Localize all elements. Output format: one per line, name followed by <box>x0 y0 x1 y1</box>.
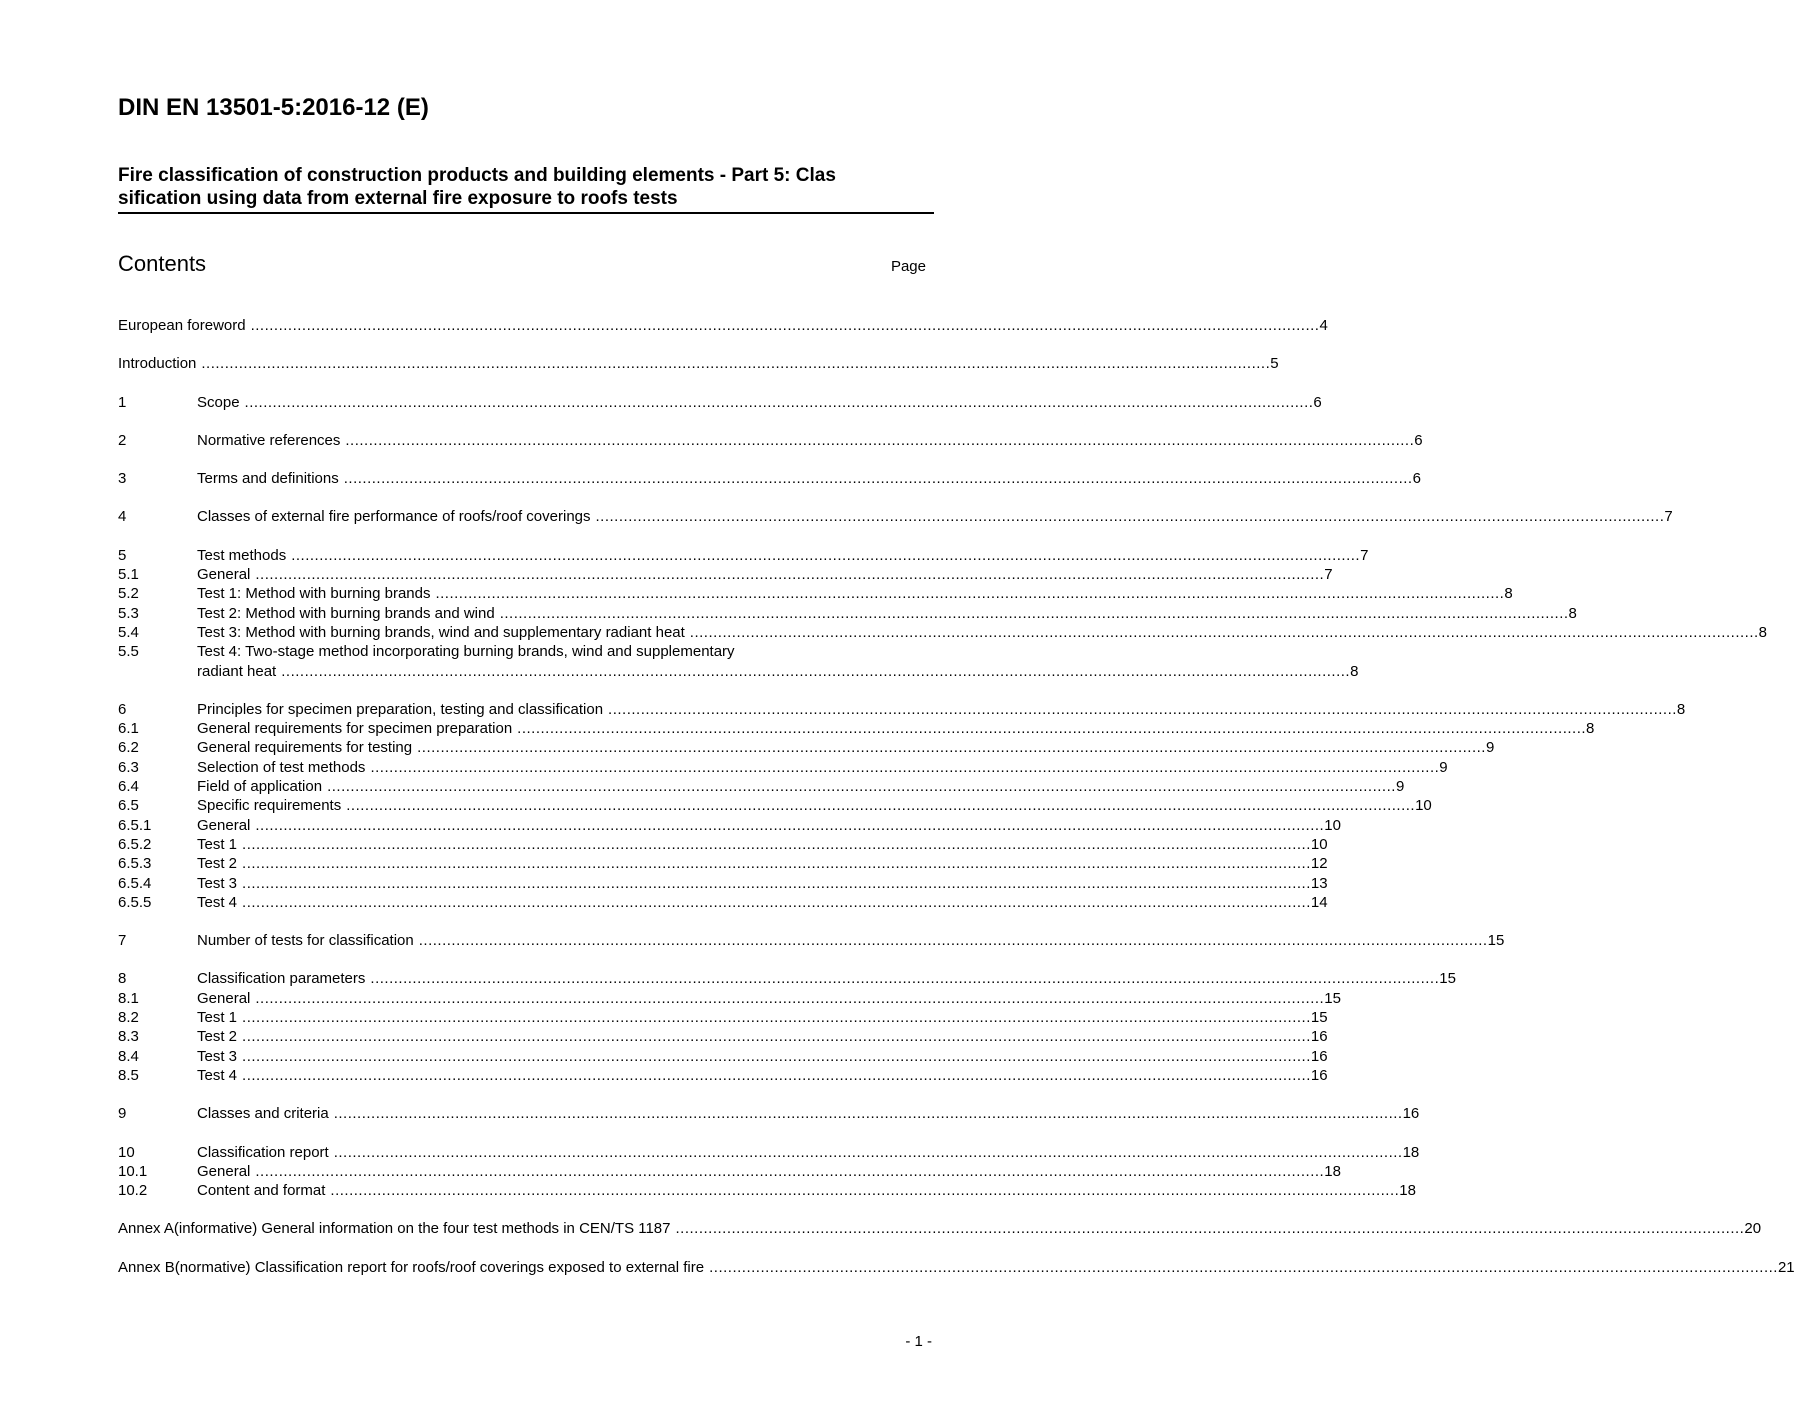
toc-leader-dots <box>281 662 1350 681</box>
toc-entry-number: 10.2 <box>118 1182 148 1200</box>
toc-leader-dots <box>291 546 1360 565</box>
toc-entry-title: General requirements for testing <box>197 739 413 757</box>
toc-entry-page: 8 <box>1568 604 1577 622</box>
toc-entry-annex-a[interactable] <box>118 1219 1762 1238</box>
toc-entry-number: 2 <box>118 431 127 449</box>
toc-entry-title: Selection of test methods <box>197 758 366 776</box>
table-of-contents <box>118 316 1795 1277</box>
toc-leader-dots <box>334 1104 1403 1123</box>
toc-entry-page: 15 <box>1439 970 1456 988</box>
toc-entry-5-1[interactable] <box>118 565 1333 584</box>
toc-entry-page: 9 <box>1395 778 1405 796</box>
toc-entry-number: 6.5.5 <box>118 893 152 911</box>
toc-leader-dots <box>201 354 1270 373</box>
toc-leader-dots <box>330 1181 1399 1200</box>
toc-entry-6-5-5[interactable] <box>118 893 1328 912</box>
toc-entry-6-5-2[interactable] <box>118 835 1328 854</box>
toc-entry-6[interactable] <box>118 700 1686 719</box>
toc-entry-page: 18 <box>1402 1143 1420 1161</box>
toc-leader-dots <box>242 1066 1311 1085</box>
subtitle-line: Fire classification of construction products and building elements - Part 5: Clas <box>118 165 836 186</box>
toc-entry-title: Field of application <box>197 778 323 796</box>
toc-entry-10[interactable] <box>118 1143 1420 1162</box>
toc-entry-6-4[interactable] <box>118 777 1405 796</box>
toc-entry-title: General <box>197 1162 251 1180</box>
toc-leader-dots <box>709 1258 1778 1277</box>
toc-entry-number: 1 <box>118 393 127 411</box>
toc-entry-8-4[interactable] <box>118 1047 1328 1066</box>
toc-entry-title-continued: radiant heat <box>197 662 277 680</box>
toc-entry-page: 16 <box>1310 1047 1328 1065</box>
toc-entry-5-5[interactable] <box>118 642 1359 681</box>
toc-leader-dots <box>242 893 1311 912</box>
toc-entry-10-2[interactable] <box>118 1181 1416 1200</box>
toc-entry-number: 5 <box>118 546 127 564</box>
toc-entry-title: Annex A(informative) General information on the four test methods in CEN/TS 1187 <box>118 1220 671 1238</box>
toc-entry-title: Number of tests for classification <box>197 932 414 950</box>
toc-entry-page: 16 <box>1310 1028 1328 1046</box>
toc-entry-6-5-1[interactable] <box>118 816 1341 835</box>
toc-entry-page: 8 <box>1350 662 1359 680</box>
toc-entry-title: Test 1 <box>197 835 238 853</box>
toc-entry-page: 21 <box>1777 1258 1795 1276</box>
toc-entry-number: 5.3 <box>118 604 139 622</box>
toc-entry-number: 6.3 <box>118 758 139 776</box>
toc-entry-5-2[interactable] <box>118 584 1513 603</box>
toc-entry-page: 16 <box>1310 1066 1328 1084</box>
toc-entry-title: General <box>197 989 251 1007</box>
toc-entry-number: 6.5.3 <box>118 855 152 873</box>
toc-leader-dots <box>346 796 1415 815</box>
toc-leader-dots <box>435 584 1504 603</box>
toc-leader-dots <box>242 874 1311 893</box>
toc-entry-6-2[interactable] <box>118 738 1495 757</box>
contents-heading: Contents <box>118 251 207 276</box>
toc-entry-page: 18 <box>1324 1162 1341 1180</box>
toc-entry-european-foreword[interactable] <box>118 316 1328 335</box>
toc-entry-title: Test 2: Method with burning brands and wind <box>197 604 495 622</box>
toc-entry-number: 4 <box>118 508 127 526</box>
toc-entry-7[interactable] <box>118 931 1505 950</box>
toc-entry-number: 5.5 <box>118 643 139 661</box>
toc-leader-dots <box>334 1143 1403 1162</box>
toc-entry-page: 10 <box>1415 797 1432 815</box>
toc-entry-page: 6 <box>1414 431 1423 449</box>
toc-leader-dots <box>255 565 1324 584</box>
toc-leader-dots <box>676 1219 1745 1238</box>
toc-entry-annex-b[interactable] <box>118 1258 1795 1277</box>
toc-entry-number: 8.5 <box>118 1066 139 1084</box>
toc-entry-number: 5.1 <box>118 566 139 584</box>
toc-leader-dots <box>500 604 1569 623</box>
toc-entry-page: 10 <box>1310 835 1328 853</box>
toc-entry-title: Test 4: Two-stage method incorporating burning brands, wind and supplementary <box>197 643 735 661</box>
toc-entry-4[interactable] <box>118 507 1673 526</box>
toc-leader-dots <box>242 835 1311 854</box>
toc-entry-number: 6.1 <box>118 720 139 738</box>
toc-entry-page: 7 <box>1324 566 1333 584</box>
toc-leader-dots <box>255 816 1324 835</box>
toc-entry-6-1[interactable] <box>118 719 1595 738</box>
toc-entry-5-4[interactable] <box>118 623 1767 642</box>
toc-leader-dots <box>255 1162 1324 1181</box>
toc-entry-title: Classification report <box>197 1143 329 1161</box>
toc-entry-title: Test 2 <box>197 1028 238 1046</box>
toc-entry-9[interactable] <box>118 1104 1420 1123</box>
toc-entry-title: Test 4 <box>197 893 238 911</box>
toc-entry-8-2[interactable] <box>118 1008 1328 1027</box>
toc-entry-page: 15 <box>1487 932 1505 950</box>
toc-leader-dots <box>245 393 1314 412</box>
toc-entry-title: Normative references <box>197 431 341 449</box>
toc-entry-6-5-4[interactable] <box>118 874 1328 893</box>
toc-entry-8-5[interactable] <box>118 1066 1328 1085</box>
toc-entry-page: 5 <box>1270 355 1279 373</box>
toc-entry-number: 10 <box>118 1143 135 1161</box>
toc-entry-page: 15 <box>1324 989 1341 1007</box>
toc-entry-10-1[interactable] <box>118 1162 1341 1181</box>
toc-leader-dots <box>596 507 1665 526</box>
toc-entry-number: 3 <box>118 470 127 488</box>
toc-entry-title: Classes and criteria <box>197 1105 329 1123</box>
toc-leader-dots <box>419 931 1488 950</box>
toc-entry-introduction[interactable] <box>118 354 1279 373</box>
toc-entry-1[interactable] <box>118 393 1322 412</box>
toc-leader-dots <box>608 700 1677 719</box>
toc-entry-title: Content and format <box>197 1182 326 1200</box>
toc-entry-number: 5.2 <box>118 585 139 603</box>
toc-entry-number: 10.1 <box>118 1162 148 1180</box>
toc-entry-page: 12 <box>1310 855 1328 873</box>
toc-entry-title: Test 4 <box>197 1066 238 1084</box>
toc-entry-8-1[interactable] <box>118 989 1341 1008</box>
toc-entry-page: 6 <box>1412 470 1421 488</box>
toc-leader-dots <box>344 469 1413 488</box>
toc-entry-title: General <box>197 816 251 834</box>
toc-entry-page: 4 <box>1319 317 1328 334</box>
toc-entry-page: 7 <box>1664 508 1673 526</box>
toc-entry-page: 8 <box>1676 700 1686 718</box>
toc-entry-number: 8.1 <box>118 989 139 1007</box>
toc-entry-6-5-3[interactable] <box>118 854 1328 873</box>
toc-entry-page: 8 <box>1504 585 1513 603</box>
toc-entry-title: Scope <box>197 393 240 411</box>
toc-leader-dots <box>242 1008 1311 1027</box>
toc-entry-8[interactable] <box>118 969 1456 988</box>
toc-entry-page: 9 <box>1439 758 1448 776</box>
toc-entry-title: General <box>197 566 251 584</box>
toc-entry-page: 18 <box>1399 1182 1416 1200</box>
toc-entry-title: Terms and definitions <box>197 470 339 488</box>
toc-entry-title: Test 1 <box>197 1009 238 1027</box>
toc-entry-number: 6.2 <box>118 739 139 757</box>
toc-entry-title: Specific requirements <box>197 797 342 815</box>
toc-entry-title: Classes of external fire performance of roofs/roof coverings <box>197 508 591 526</box>
toc-entry-title: European foreword <box>118 317 246 334</box>
toc-entry-page: 13 <box>1310 874 1328 892</box>
toc-entry-page: 16 <box>1402 1105 1420 1123</box>
toc-entry-6-3[interactable] <box>118 758 1448 777</box>
toc-entry-page: 8 <box>1586 720 1595 738</box>
toc-entry-number: 6.5.2 <box>118 835 152 853</box>
toc-entry-number: 9 <box>118 1105 127 1123</box>
toc-entry-5[interactable] <box>118 546 1369 565</box>
toc-entry-title: Test methods <box>197 546 287 564</box>
toc-leader-dots <box>251 316 1320 335</box>
toc-entry-title: Principles for specimen preparation, testing and classification <box>197 700 604 718</box>
toc-entry-page: 8 <box>1758 623 1767 641</box>
toc-entry-page: 6 <box>1313 393 1322 411</box>
toc-entry-number: 7 <box>118 932 127 950</box>
toc-entry-title: Test 3 <box>197 1047 238 1065</box>
toc-leader-dots <box>255 989 1324 1008</box>
toc-entry-number: 6.5.4 <box>118 874 152 892</box>
toc-entry-title: Introduction <box>118 355 197 373</box>
toc-entry-title: General requirements for specimen preparation <box>197 720 513 738</box>
toc-entry-title: Classification parameters <box>197 970 366 988</box>
toc-entry-number: 8 <box>118 970 127 988</box>
toc-entry-number: 6 <box>118 700 127 718</box>
toc-entry-page: 15 <box>1310 1009 1328 1027</box>
toc-entry-number: 6.5.1 <box>118 816 152 834</box>
toc-leader-dots <box>370 758 1439 777</box>
toc-entry-8-3[interactable] <box>118 1027 1328 1046</box>
toc-entry-number: 6.5 <box>118 797 139 815</box>
toc-leader-dots <box>370 969 1439 988</box>
toc-leader-dots <box>345 431 1414 450</box>
document-id: DIN EN 13501-5:2016-12 (E) <box>118 94 429 121</box>
toc-entry-number: 8.2 <box>118 1009 139 1027</box>
toc-leader-dots <box>242 1047 1311 1066</box>
toc-leader-dots <box>242 1027 1311 1046</box>
toc-leader-dots <box>242 854 1311 873</box>
toc-entry-page: 9 <box>1485 739 1495 757</box>
toc-leader-dots <box>517 719 1586 738</box>
toc-entry-6-5[interactable] <box>118 796 1432 815</box>
toc-entry-title: Test 3: Method with burning brands, wind and supplementary radiant heat <box>197 623 685 641</box>
toc-entry-title: Test 2 <box>197 855 238 873</box>
toc-entry-2[interactable] <box>118 431 1423 450</box>
toc-entry-title: Annex B(normative) Classification report for roofs/roof coverings exposed to external fire <box>118 1258 705 1276</box>
toc-entry-page: 10 <box>1324 816 1341 834</box>
toc-entry-page: 7 <box>1360 546 1369 564</box>
toc-leader-dots <box>690 623 1759 642</box>
page-number: - 1 - <box>905 1333 932 1350</box>
toc-entry-5-3[interactable] <box>118 604 1577 623</box>
toc-entry-page: 14 <box>1310 893 1328 911</box>
toc-entry-title: Test 1: Method with burning brands <box>197 585 431 603</box>
page-column-label: Page <box>890 258 926 275</box>
document-subtitle <box>118 164 934 214</box>
toc-entry-page: 20 <box>1744 1220 1762 1238</box>
toc-entry-3[interactable] <box>118 469 1421 488</box>
toc-entry-number: 6.4 <box>118 778 139 796</box>
subtitle-line: sification using data from external fire exposure to roofs tests <box>118 188 678 209</box>
toc-entry-number: 8.4 <box>118 1047 139 1065</box>
toc-leader-dots <box>417 738 1486 757</box>
toc-entry-number: 8.3 <box>118 1028 139 1046</box>
toc-leader-dots <box>327 777 1396 796</box>
toc-entry-title: Test 3 <box>197 874 238 892</box>
toc-entry-number: 5.4 <box>118 623 139 641</box>
